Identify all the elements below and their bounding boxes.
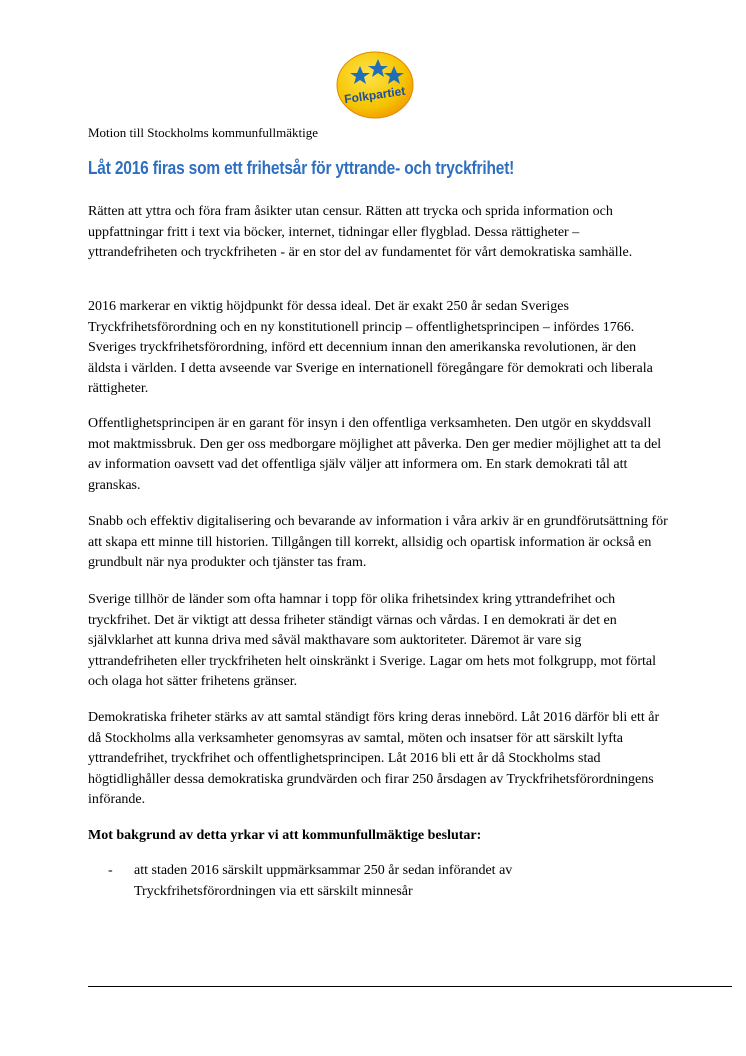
paragraph: Rätten att yttra och föra fram åsikter utan censur. Rätten att trycka och sprida information och uppfattningar fritt i text via böcker, internet, tidningar eller flygblad. Dessa rättigheter – yttrandefriheten och tryckfriheten - är en stor del av fundamentet för vårt demokratiska samhälle. [88,204,633,260]
demand-intro: Mot bakgrund av detta yrkar vi att kommunfullmäktige beslutar: [88,828,482,843]
paragraph: Demokratiska friheter stärks av att samtal ständigt förs kring deras innebörd. Låt 2016 därför bli ett år då Stockholms alla verksamheter genomsyras av samtal, möten och insatser för att särskilt lyfta yttrandefrihet, tryckfrihet och offentlighetsprincipen. Låt 2016 bli ett år då Stockholms stad högtidlighåller dessa demokratiska grundvärden och firar 250 årsdagen av Tryckfrihetsförordningens införande. [88,710,660,807]
paragraph: Snabb och effektiv digitalisering och bevarande av information i våra arkiv är en grundförutsättning för att skapa ett minne till historien. Tillgången till korrekt, allsidig och opartisk information är också en grundbult när nya produkter och tjänster tas fram. [88,514,668,570]
paragraph: 2016 markerar en viktig höjdpunkt för dessa ideal. Det är exakt 250 år sedan Sveriges Tryckfrihetsförordning och en ny konstitutionell princip – offentlighetsprincipen – infördes 1766. Sveriges tryckfrihetsförordning, införd ett decennium innan den amerikanska revolutionen, är den äldsta i världen. I detta avseende var Sverige en internationell föregångare för demokrati och liberala rättigheter. [88,299,653,396]
logo-text: Folkpartiet [343,83,407,107]
folkpartiet-logo-graphic [335,51,415,119]
paragraph: Sverige tillhör de länder som ofta hamnar i topp för olika frihetsindex kring yttrandefrihet och tryckfrihet. Det är viktigt att dessa friheter ständigt värnas och vårdas. I en demokrati är det en självklarhet att kunna driva med såväl makthavare som auktoriteter. Däremot är vare sig yttrandefriheten eller tryckfriheten helt oinskränkt i Sverige. Lagar om hets mot folkgrupp, mot förtal och olaga hot sätter frihetens gränser. [88,592,656,689]
footer-divider [88,986,732,987]
page-title: Låt 2016 firas som ett frihetsår för yttrande- och tryckfrihet! [88,158,515,178]
list-bullet: - [108,863,113,878]
folkpartiet-logo [335,51,415,119]
list-item: att staden 2016 särskilt uppmärksammar 250 år sedan införandet av Tryckfrihetsförordningen via ett särskilt minnesår [134,863,513,899]
paragraph: Offentlighetsprincipen är en garant för insyn i den offentliga verksamheten. Den utgör en skyddsvall mot maktmissbruk. Den ger oss medborgare möjlighet att påverka. Den ger medier möjlighet att ta del av information oavsett vad det offentliga själv väljer att informera om. En stark demokrati tål att granskas. [88,416,662,493]
document-type: Motion till Stockholms kommunfullmäktige [88,125,319,140]
